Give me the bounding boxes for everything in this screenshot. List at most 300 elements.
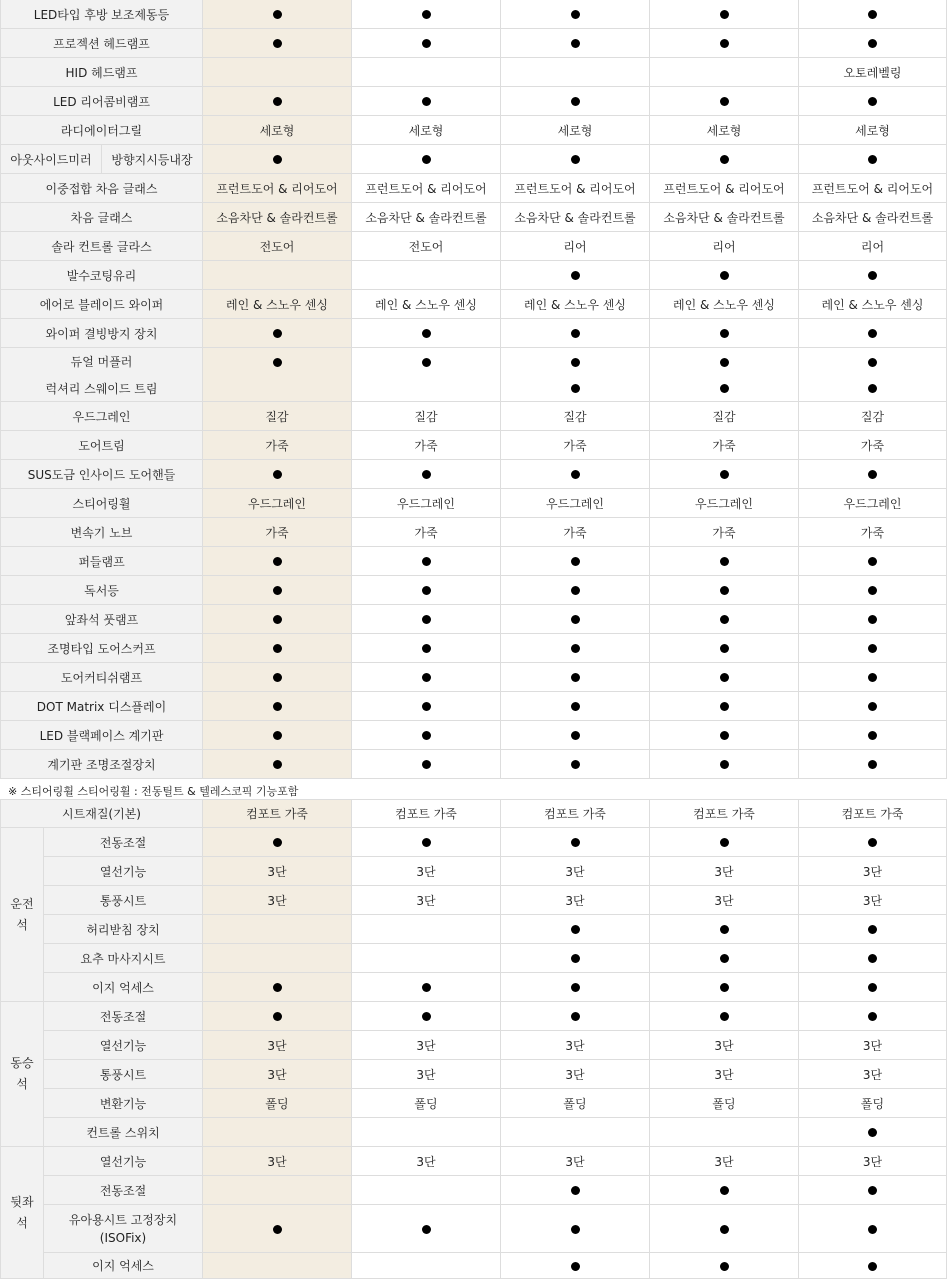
- empty-cell: [352, 1176, 501, 1205]
- included-dot-cell: [799, 376, 947, 402]
- included-dot-cell: [203, 576, 352, 605]
- row-label: 도어트림: [1, 431, 203, 460]
- row-label: 퍼들램프: [1, 547, 203, 576]
- steering-wheel-footnote: ※ 스티어링휠 스티어링휠 : 전동틸트 & 텔레스코픽 기능포함: [8, 785, 299, 798]
- empty-cell: [650, 1118, 799, 1147]
- included-dot-cell: [501, 261, 650, 290]
- included-dot-cell: [650, 973, 799, 1002]
- spec-value-cell: 리어: [799, 232, 947, 261]
- spec-value-cell: 컴포트 가죽: [203, 800, 352, 828]
- included-dot-icon: [273, 838, 282, 847]
- included-dot-icon: [868, 1012, 877, 1021]
- included-dot-icon: [571, 760, 580, 769]
- included-dot-icon: [571, 97, 580, 106]
- spec-value-cell: 가죽: [352, 518, 501, 547]
- included-dot-icon: [571, 954, 580, 963]
- spec-value-cell: 세로형: [352, 116, 501, 145]
- included-dot-icon: [422, 615, 431, 624]
- included-dot-cell: [352, 87, 501, 116]
- spec-value-cell: 세로형: [799, 116, 947, 145]
- included-dot-icon: [720, 557, 729, 566]
- table-row: [1, 460, 947, 489]
- included-dot-icon: [868, 329, 877, 338]
- included-dot-cell: [203, 973, 352, 1002]
- table-row: [1, 174, 947, 203]
- empty-cell: [650, 58, 799, 87]
- row-label: 열선기능: [44, 1147, 203, 1176]
- included-dot-cell: [203, 828, 352, 857]
- row-label: LED 블랙페이스 계기판: [1, 721, 203, 750]
- included-dot-icon: [868, 954, 877, 963]
- table-row: [1, 348, 947, 376]
- included-dot-cell: [203, 721, 352, 750]
- included-dot-cell: [203, 692, 352, 721]
- included-dot-cell: [203, 605, 352, 634]
- spec-value-cell: 우드그레인: [352, 489, 501, 518]
- included-dot-icon: [720, 925, 729, 934]
- spec-value-cell: 3단: [799, 1031, 947, 1060]
- included-dot-icon: [422, 97, 431, 106]
- included-dot-icon: [273, 557, 282, 566]
- included-dot-icon: [868, 673, 877, 682]
- spec-value-cell: 3단: [203, 857, 352, 886]
- row-label: 유아용시트 고정장치 (ISOFix): [44, 1205, 203, 1253]
- included-dot-icon: [720, 1225, 729, 1234]
- included-dot-icon: [720, 983, 729, 992]
- spec-value-cell: 3단: [650, 857, 799, 886]
- row-label: LED타입 후방 보조제동등: [1, 0, 203, 29]
- table-row: [1, 402, 947, 431]
- spec-value-cell: 프런트도어 & 리어도어: [650, 174, 799, 203]
- spec-value-cell: 질감: [203, 402, 352, 431]
- spec-value-cell: 가죽: [203, 431, 352, 460]
- table-row: [1, 319, 947, 348]
- included-dot-cell: [352, 663, 501, 692]
- included-dot-cell: [501, 460, 650, 489]
- included-dot-icon: [273, 10, 282, 19]
- included-dot-cell: [203, 0, 352, 29]
- spec-value-cell: 레인 & 스노우 센싱: [650, 290, 799, 319]
- included-dot-cell: [352, 145, 501, 174]
- included-dot-cell: [650, 605, 799, 634]
- included-dot-cell: [650, 1253, 799, 1279]
- empty-cell: [203, 1253, 352, 1279]
- included-dot-icon: [571, 155, 580, 164]
- included-dot-icon: [868, 155, 877, 164]
- included-dot-cell: [650, 634, 799, 663]
- spec-value-cell: 리어: [650, 232, 799, 261]
- table-row: [1, 518, 947, 547]
- row-label: DOT Matrix 디스플레이: [1, 692, 203, 721]
- included-dot-icon: [273, 97, 282, 106]
- spec-value-cell: 컴포트 가죽: [352, 800, 501, 828]
- table-row: [1, 1176, 947, 1205]
- row-label: HID 헤드램프: [1, 58, 203, 87]
- included-dot-icon: [571, 271, 580, 280]
- empty-cell: [501, 58, 650, 87]
- included-dot-icon: [720, 39, 729, 48]
- included-dot-icon: [868, 10, 877, 19]
- spec-value-cell: 세로형: [501, 116, 650, 145]
- included-dot-icon: [422, 1012, 431, 1021]
- spec-value-cell: 레인 & 스노우 센싱: [203, 290, 352, 319]
- spec-value-cell: 프런트도어 & 리어도어: [799, 174, 947, 203]
- table-row: [1, 58, 947, 87]
- table-row: [1, 1089, 947, 1118]
- spec-value-cell: 가죽: [650, 518, 799, 547]
- included-dot-cell: [650, 29, 799, 58]
- row-label: 시트재질(기본): [1, 800, 203, 828]
- included-dot-icon: [422, 731, 431, 740]
- included-dot-icon: [273, 155, 282, 164]
- included-dot-cell: [650, 915, 799, 944]
- included-dot-icon: [720, 155, 729, 164]
- spec-value-cell: 리어: [501, 232, 650, 261]
- included-dot-icon: [868, 470, 877, 479]
- included-dot-icon: [273, 470, 282, 479]
- spec-value-cell: 레인 & 스노우 센싱: [799, 290, 947, 319]
- included-dot-cell: [352, 828, 501, 857]
- row-label: 럭셔리 스웨이드 트림: [1, 376, 203, 402]
- spec-value-cell: 3단: [203, 886, 352, 915]
- spec-value-cell: 컴포트 가죽: [650, 800, 799, 828]
- spec-value-cell: 3단: [501, 1031, 650, 1060]
- spec-value-cell: 우드그레인: [650, 489, 799, 518]
- empty-cell: [352, 915, 501, 944]
- table-row: [1, 203, 947, 232]
- included-dot-cell: [799, 547, 947, 576]
- spec-value-cell: 3단: [799, 857, 947, 886]
- row-label: LED 리어콤비램프: [1, 87, 203, 116]
- included-dot-cell: [203, 1002, 352, 1031]
- included-dot-cell: [799, 663, 947, 692]
- included-dot-icon: [273, 1012, 282, 1021]
- spec-value-cell: 프런트도어 & 리어도어: [501, 174, 650, 203]
- included-dot-icon: [273, 731, 282, 740]
- spec-value-cell: 우드그레인: [501, 489, 650, 518]
- included-dot-icon: [868, 39, 877, 48]
- included-dot-icon: [571, 644, 580, 653]
- spec-value-cell: 3단: [352, 886, 501, 915]
- included-dot-cell: [799, 944, 947, 973]
- included-dot-cell: [501, 87, 650, 116]
- spec-value-cell: 우드그레인: [203, 489, 352, 518]
- included-dot-cell: [799, 261, 947, 290]
- spec-value-cell: 소음차단 & 솔라컨트롤: [352, 203, 501, 232]
- row-label: 계기판 조명조절장치: [1, 750, 203, 779]
- included-dot-cell: [352, 1205, 501, 1253]
- included-dot-icon: [273, 702, 282, 711]
- row-label: 변속기 노브: [1, 518, 203, 547]
- table-row: [1, 1002, 947, 1031]
- included-dot-cell: [203, 1205, 352, 1253]
- row-label: 듀얼 머플러: [1, 348, 203, 376]
- empty-cell: [203, 261, 352, 290]
- empty-cell: [501, 1118, 650, 1147]
- included-dot-cell: [352, 29, 501, 58]
- included-dot-icon: [571, 925, 580, 934]
- spec-value-cell: 3단: [501, 857, 650, 886]
- included-dot-icon: [720, 760, 729, 769]
- empty-cell: [352, 944, 501, 973]
- included-dot-cell: [799, 605, 947, 634]
- included-dot-icon: [720, 384, 729, 393]
- included-dot-cell: [352, 721, 501, 750]
- spec-value-cell: 레인 & 스노우 센싱: [352, 290, 501, 319]
- included-dot-cell: [501, 145, 650, 174]
- included-dot-icon: [422, 470, 431, 479]
- row-label: 허리받침 장치: [44, 915, 203, 944]
- spec-value-cell: 세로형: [203, 116, 352, 145]
- included-dot-cell: [352, 348, 501, 376]
- included-dot-cell: [650, 547, 799, 576]
- included-dot-icon: [571, 470, 580, 479]
- included-dot-cell: [799, 750, 947, 779]
- spec-value-cell: 소음차단 & 솔라컨트롤: [650, 203, 799, 232]
- included-dot-icon: [868, 615, 877, 624]
- included-dot-cell: [650, 348, 799, 376]
- included-dot-icon: [571, 731, 580, 740]
- included-dot-icon: [422, 586, 431, 595]
- table-row: [1, 87, 947, 116]
- spec-value-cell: 폴딩: [799, 1089, 947, 1118]
- spec-value-cell: 3단: [799, 1060, 947, 1089]
- included-dot-icon: [868, 271, 877, 280]
- empty-cell: [203, 376, 352, 402]
- spec-value-cell: 질감: [799, 402, 947, 431]
- spec-value-cell: 3단: [352, 1060, 501, 1089]
- included-dot-cell: [501, 750, 650, 779]
- row-label: 요추 마사지시트: [44, 944, 203, 973]
- included-dot-icon: [422, 358, 431, 367]
- table-row: [1, 721, 947, 750]
- row-label: 스티어링휠: [1, 489, 203, 518]
- included-dot-icon: [868, 702, 877, 711]
- included-dot-icon: [571, 329, 580, 338]
- table-row: [1, 576, 947, 605]
- spec-value-cell: 전도어: [352, 232, 501, 261]
- included-dot-icon: [422, 644, 431, 653]
- included-dot-cell: [799, 87, 947, 116]
- table-row: [1, 800, 947, 828]
- spec-value-cell: 소음차단 & 솔라컨트롤: [799, 203, 947, 232]
- included-dot-cell: [799, 319, 947, 348]
- spec-value-cell: 3단: [501, 1147, 650, 1176]
- included-dot-icon: [868, 644, 877, 653]
- included-dot-icon: [422, 329, 431, 338]
- table-row: [1, 634, 947, 663]
- included-dot-cell: [650, 145, 799, 174]
- included-dot-cell: [799, 576, 947, 605]
- empty-cell: [203, 1176, 352, 1205]
- included-dot-cell: [799, 915, 947, 944]
- row-label: 열선기능: [44, 857, 203, 886]
- row-label: 와이퍼 결빙방지 장치: [1, 319, 203, 348]
- included-dot-icon: [720, 702, 729, 711]
- included-dot-icon: [720, 271, 729, 280]
- spec-value-cell: 3단: [352, 1147, 501, 1176]
- included-dot-cell: [352, 634, 501, 663]
- empty-cell: [203, 915, 352, 944]
- included-dot-icon: [273, 760, 282, 769]
- included-dot-icon: [720, 644, 729, 653]
- spec-value-cell: 소음차단 & 솔라컨트롤: [203, 203, 352, 232]
- table-row: [1, 547, 947, 576]
- included-dot-cell: [203, 29, 352, 58]
- table-row: [1, 692, 947, 721]
- row-label: 통풍시트: [44, 1060, 203, 1089]
- included-dot-cell: [501, 663, 650, 692]
- table-row: [1, 1118, 947, 1147]
- included-dot-icon: [273, 673, 282, 682]
- included-dot-icon: [868, 358, 877, 367]
- included-dot-cell: [501, 692, 650, 721]
- row-label: 라디에이터그릴: [1, 116, 203, 145]
- row-label: 컨트롤 스위치: [44, 1118, 203, 1147]
- included-dot-cell: [501, 348, 650, 376]
- included-dot-icon: [422, 10, 431, 19]
- included-dot-cell: [501, 915, 650, 944]
- row-label: 솔라 컨트롤 글라스: [1, 232, 203, 261]
- table-row: [1, 116, 947, 145]
- included-dot-icon: [571, 1012, 580, 1021]
- included-dot-cell: [352, 460, 501, 489]
- included-dot-cell: [650, 1002, 799, 1031]
- included-dot-icon: [720, 1186, 729, 1195]
- row-label: 독서등: [1, 576, 203, 605]
- spec-value-cell: 3단: [203, 1060, 352, 1089]
- included-dot-icon: [273, 329, 282, 338]
- included-dot-cell: [352, 319, 501, 348]
- spec-value-cell: 3단: [650, 1147, 799, 1176]
- included-dot-cell: [352, 1002, 501, 1031]
- included-dot-icon: [571, 358, 580, 367]
- included-dot-icon: [571, 1225, 580, 1234]
- empty-cell: [203, 944, 352, 973]
- included-dot-cell: [799, 29, 947, 58]
- included-dot-icon: [571, 702, 580, 711]
- included-dot-cell: [501, 1176, 650, 1205]
- included-dot-icon: [720, 586, 729, 595]
- spec-value-cell: 가죽: [799, 431, 947, 460]
- spec-value-cell: 프런트도어 & 리어도어: [203, 174, 352, 203]
- included-dot-icon: [720, 1262, 729, 1271]
- spec-value-cell: 3단: [203, 1031, 352, 1060]
- spec-value-cell: 질감: [501, 402, 650, 431]
- table-row: [1, 29, 947, 58]
- included-dot-cell: [352, 750, 501, 779]
- spec-value-cell: 3단: [650, 886, 799, 915]
- included-dot-icon: [273, 39, 282, 48]
- spec-value-cell: 3단: [799, 1147, 947, 1176]
- included-dot-icon: [422, 702, 431, 711]
- included-dot-icon: [868, 983, 877, 992]
- spec-value-cell: 소음차단 & 솔라컨트롤: [501, 203, 650, 232]
- included-dot-icon: [868, 1186, 877, 1195]
- spec-value-cell: 전도어: [203, 232, 352, 261]
- included-dot-icon: [720, 470, 729, 479]
- table-row: [1, 1031, 947, 1060]
- included-dot-icon: [868, 1225, 877, 1234]
- table-row: [1, 145, 947, 174]
- included-dot-cell: [799, 0, 947, 29]
- spec-value-cell: 폴딩: [501, 1089, 650, 1118]
- spec-value-cell: 세로형: [650, 116, 799, 145]
- spec-value-cell: 3단: [203, 1147, 352, 1176]
- row-label: 도어커티쉬램프: [1, 663, 203, 692]
- included-dot-icon: [868, 760, 877, 769]
- included-dot-cell: [203, 547, 352, 576]
- spec-value-cell: 폴딩: [650, 1089, 799, 1118]
- included-dot-cell: [501, 376, 650, 402]
- included-dot-cell: [501, 1205, 650, 1253]
- included-dot-icon: [868, 838, 877, 847]
- table-row: [1, 915, 947, 944]
- included-dot-icon: [273, 586, 282, 595]
- included-dot-icon: [720, 97, 729, 106]
- included-dot-cell: [799, 1118, 947, 1147]
- table-row: [1, 1147, 947, 1176]
- included-dot-cell: [799, 634, 947, 663]
- row-label: 이지 억세스: [44, 973, 203, 1002]
- spec-value-cell: 프런트도어 & 리어도어: [352, 174, 501, 203]
- included-dot-cell: [650, 376, 799, 402]
- included-dot-cell: [650, 1176, 799, 1205]
- included-dot-cell: [799, 348, 947, 376]
- included-dot-cell: [799, 1205, 947, 1253]
- included-dot-cell: [352, 0, 501, 29]
- included-dot-icon: [571, 384, 580, 393]
- included-dot-icon: [422, 155, 431, 164]
- included-dot-icon: [422, 983, 431, 992]
- included-dot-cell: [650, 1205, 799, 1253]
- spec-value-cell: 가죽: [799, 518, 947, 547]
- included-dot-cell: [799, 1176, 947, 1205]
- row-label: 차음 글래스: [1, 203, 203, 232]
- table-row: [1, 944, 947, 973]
- included-dot-cell: [650, 721, 799, 750]
- included-dot-cell: [352, 605, 501, 634]
- included-dot-cell: [650, 261, 799, 290]
- table-row: [1, 0, 947, 29]
- included-dot-cell: [799, 721, 947, 750]
- included-dot-cell: [501, 973, 650, 1002]
- spec-value-cell: 우드그레인: [799, 489, 947, 518]
- included-dot-icon: [571, 1186, 580, 1195]
- included-dot-cell: [501, 547, 650, 576]
- included-dot-cell: [650, 944, 799, 973]
- spec-value-cell: 질감: [650, 402, 799, 431]
- included-dot-cell: [799, 145, 947, 174]
- spec-value-cell: 컴포트 가죽: [501, 800, 650, 828]
- spec-value-cell: 3단: [501, 1060, 650, 1089]
- included-dot-cell: [203, 663, 352, 692]
- included-dot-icon: [571, 39, 580, 48]
- included-dot-cell: [501, 634, 650, 663]
- empty-cell: [352, 1253, 501, 1279]
- included-dot-cell: [352, 547, 501, 576]
- included-dot-cell: [799, 973, 947, 1002]
- included-dot-cell: [501, 1002, 650, 1031]
- included-dot-cell: [352, 973, 501, 1002]
- included-dot-icon: [720, 838, 729, 847]
- included-dot-icon: [720, 615, 729, 624]
- spec-value-cell: 레인 & 스노우 센싱: [501, 290, 650, 319]
- included-dot-cell: [203, 145, 352, 174]
- included-dot-icon: [868, 1262, 877, 1271]
- table-row: [1, 973, 947, 1002]
- included-dot-cell: [799, 828, 947, 857]
